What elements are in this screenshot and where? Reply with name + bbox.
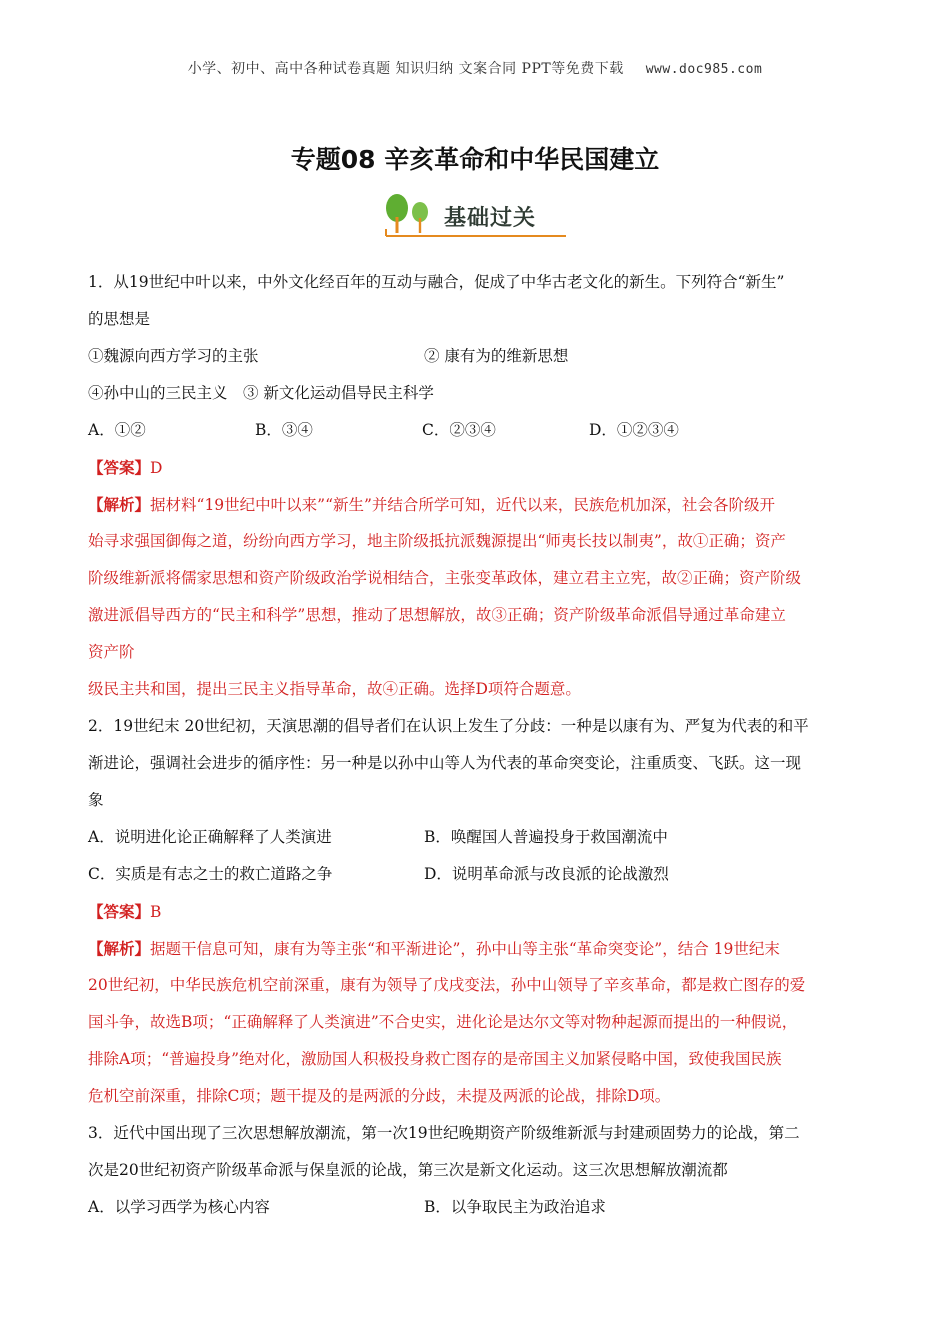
- q2-options-row1: [88, 819, 868, 856]
- q1-options: [88, 412, 868, 449]
- q2-answer-tag: 【答案】: [88, 902, 151, 921]
- q1-analysis-text1: 据材料“19世纪中叶以来”“新生”并结合所学可知，近代以来，民族危机加深，社会各阶级开: [150, 496, 775, 514]
- q1-items-row1: [88, 338, 868, 375]
- q1-analysis-line3: 阶级维新派将儒家思想和资产阶级政治学说相结合，主张变革政体，建立君主立宪，故②正确；资产阶级: [88, 569, 802, 587]
- q1-analysis-line1: [88, 486, 868, 523]
- q1-analysis-line5: 资产阶: [88, 643, 135, 661]
- page-title: 专题08 辛亥革命和中华民国建立: [290, 145, 660, 174]
- q2-option-b: B．唤醒国人普遍投身于救国潮流中: [424, 828, 668, 846]
- q1-stem-line1: 1．从19世纪中叶以来，中外文化经百年的互动与融合，促成了中华古老文化的新生。下列符合“新生”: [88, 273, 785, 291]
- q2-options-row2: [88, 856, 868, 893]
- q3-option-a: A．以学习西学为核心内容: [88, 1198, 270, 1216]
- q1-item2: ② 康有为的维新思想: [424, 347, 569, 365]
- q2-analysis-line2: 20世纪初，中华民族危机空前深重，康有为领导了戊戌变法，孙中山领导了辛亥革命，都是救亡图存的爱: [88, 976, 806, 994]
- q1-answer-tag: 【答案】: [88, 458, 151, 477]
- q1-analysis-line4: 激进派倡导西方的“民主和科学”思想，推动了思想解放，故③正确；资产阶级革命派倡导通过革命建立: [88, 606, 786, 624]
- q3-stem-line1: 3．近代中国出现了三次思想解放潮流，第一次19世纪晚期资产阶级维新派与封建顽固势力的论战，第二: [88, 1124, 800, 1142]
- q1-option-d: D．①②③④: [589, 421, 679, 439]
- q2-analysis-line3: 国斗争，故选B项；“正确解释了人类演进”不合史实，进化论是达尔文等对物种起源而提出的一种假说，: [88, 1013, 798, 1031]
- q2-analysis-line1: [88, 930, 868, 967]
- q2-stem-line1: 2．19世纪末 20世纪初，天演思潮的倡导者们在认识上发生了分歧：一种是以康有为、严复为代表的和平: [88, 717, 809, 735]
- q2-analysis-tag: 【解析】: [88, 939, 151, 958]
- page-header: [0, 58, 950, 78]
- header-text: 小学、初中、高中各种试卷真题 知识归纳 文案合同 PPT等免费下载: [187, 61, 624, 77]
- q2-option-a: A．说明进化论正确解释了人类演进: [88, 828, 332, 846]
- q2-answer-value: B: [150, 903, 162, 921]
- q1-option-b: B．③④: [255, 421, 313, 439]
- q2-option-c: C．实质是有志之士的救亡道路之争: [88, 865, 333, 883]
- q2-analysis-text1: 据题干信息可知，康有为等主张“和平渐进论”，孙中山等主张“革命突变论”，结合 19世纪末: [150, 940, 780, 958]
- q2-option-d: D．说明革命派与改良派的论战激烈: [424, 865, 669, 883]
- q3-option-b: B．以争取民主为政治追求: [424, 1198, 606, 1216]
- q2-answer: [88, 893, 868, 930]
- q1-analysis-line2: 始寻求强国御侮之道，纷纷向西方学习，地主阶级抵抗派魏源提出“师夷长技以制夷”，故①正确；资产: [88, 532, 786, 550]
- q1-answer-value: D: [150, 459, 163, 477]
- q2-stem-line3: 象: [88, 791, 104, 809]
- q1-item1: ①魏源向西方学习的主张: [88, 347, 259, 365]
- q2-stem-line2: 渐进论，强调社会进步的循序性：另一种是以孙中山等人为代表的革命突变论，注重质变、飞跃。这一现: [88, 754, 802, 772]
- section-badge: [380, 193, 570, 243]
- q1-stem-line2: 的思想是: [88, 310, 151, 328]
- q2-analysis-line5: 危机空前深重，排除C项；题干提及的是两派的分歧，未提及两派的论战，排除D项。: [88, 1087, 671, 1105]
- q1-analysis-tag: 【解析】: [88, 495, 151, 514]
- q1-items-row2: ④孙中山的三民主义 ③ 新文化运动倡导民主科学: [88, 384, 434, 402]
- question-list: [88, 264, 868, 1226]
- q1-analysis-line6: 级民主共和国，提出三民主义指导革命，故④正确。选择D项符合题意。: [88, 680, 581, 698]
- q2-analysis-line4: 排除A项；“普遍投身”绝对化，激励国人积极投身救亡图存的是帝国主义加紧侵略中国，致使我国民族: [88, 1050, 782, 1068]
- q1-option-a: A．①②: [88, 421, 146, 439]
- header-url[interactable]: www.doc985.com: [645, 62, 763, 77]
- q1-option-c: C．②③④: [422, 421, 496, 439]
- section-badge-label: 基础过关: [444, 206, 537, 231]
- q3-options-row1: [88, 1189, 868, 1226]
- q1-answer: [88, 449, 868, 486]
- q3-stem-line2: 次是20世纪初资产阶级革命派与保皇派的论战，第三次是新文化运动。这三次思想解放潮流都: [88, 1161, 728, 1179]
